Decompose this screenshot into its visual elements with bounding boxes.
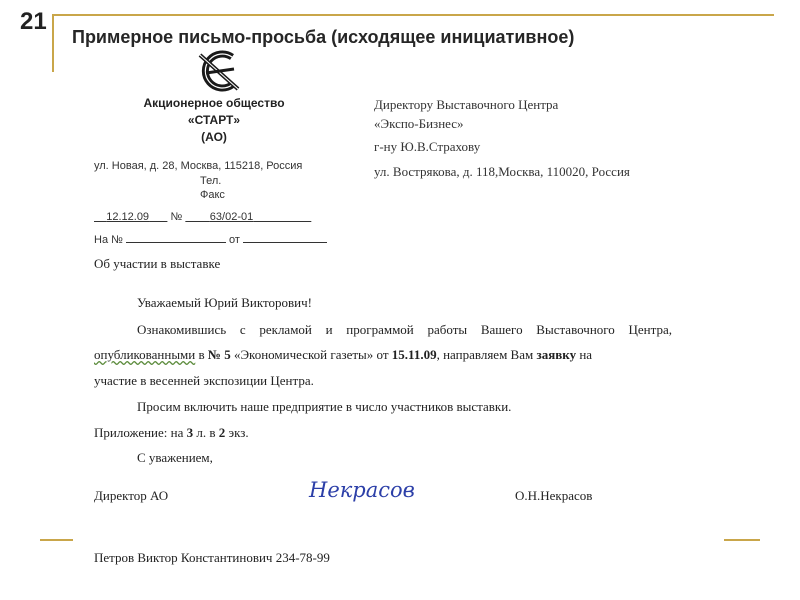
phone-label: Тел. [200,175,222,187]
recipient-line2: «Экспо-Бизнес» [374,116,464,131]
slide-number: 21 [20,8,47,35]
letter-date: 12.12.09 [106,211,150,223]
recipient-line1: Директору Выставочного Центра [374,97,559,112]
org-name-line2: «СТАРТ» [187,113,241,127]
letter-subject: Об участии в выставке [94,256,221,271]
paragraph2: Просим включить наше предприятие в число участников выставки. [137,399,512,414]
footer-rule-left [40,539,73,541]
paragraph1-line3: участие в весенней экспозиции Центра. [94,373,314,388]
org-name-line1: Акционерное общество [143,96,285,110]
handwritten-signature: Некрасов [309,478,415,502]
reply-number-blank [126,232,226,243]
registration-date-number [94,211,311,223]
reply-to-label: На № [94,234,123,246]
fax-label: Факс [200,189,225,201]
letter-number: 63/02-01 [209,211,254,223]
letter-salutation: Уважаемый Юрий Викторович! [137,295,312,310]
frame-vertical-rule [52,14,54,72]
org-name-line3: (АО) [201,130,227,144]
sender-address: ул. Новая, д. 28, Москва, 115218, Россия [94,160,303,172]
attachment-line: Приложение: на 3 л. в 2 экз. [94,425,249,440]
start-company-emblem-icon [192,47,246,95]
executor-contact: Петров Виктор Константинович 234-78-99 [94,550,330,565]
number-label: № [170,211,183,223]
footer-rule-right [724,539,760,541]
paragraph1-line2: опубликованными в № 5 «Экономической газеты» от 15.11.09, направляем Вам заявку на [94,347,593,362]
from-label: от [229,234,240,246]
signer-name: О.Н.Некрасов [515,488,593,503]
frame-horizontal-rule [52,14,774,16]
recipient-line3: г-ну Ю.В.Страхову [374,139,481,154]
closing: С уважением, [137,450,213,465]
recipient-line4: ул. Вострякова, д. 118,Москва, 110020, Россия [374,164,630,179]
signer-title: Директор АО [94,488,169,503]
paragraph1-line1: Ознакомившись с рекламой и программой работы Вашего Выставочного Центра, [137,322,672,337]
reply-reference [94,232,327,246]
slide-title: Примерное письмо-просьба (исходящее инициативное) [72,27,575,47]
reply-date-blank [243,232,327,243]
